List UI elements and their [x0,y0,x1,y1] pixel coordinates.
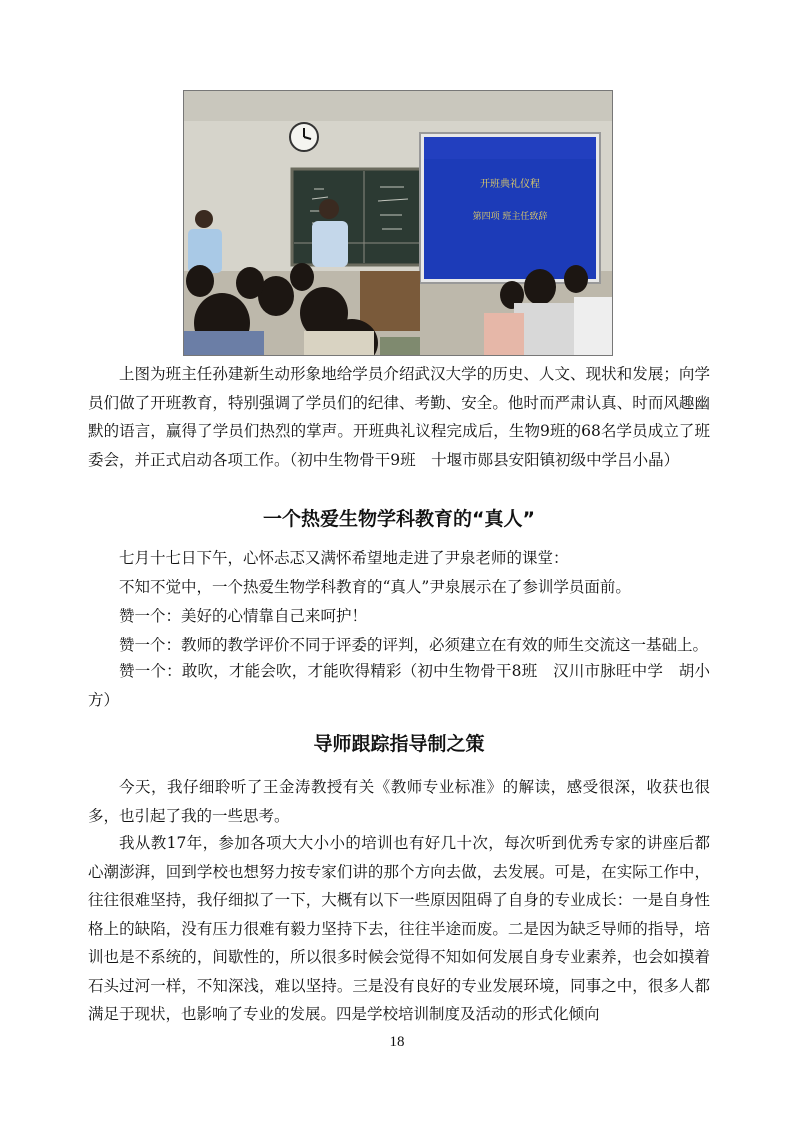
section-title-real-person: 一个热爱生物学科教育的“真人” [263,508,535,530]
classroom-photo-illustration [184,91,612,355]
photo-caption: 上图为班主任孙建新生动形象地给学员介绍武汉大学的历史、人文、现状和发展；向学员们做了开班教育，特别强调了学员们的纪律、考勤、安全。他时而严肃认真、时而风趣幽默的语言，赢得了学员们热烈的掌声。开班典礼议程完成后，生物9班的68名学员成立了班委会，并正式启动各项工作。（初中生物骨干9班 十堰市郧县安阳镇初级中学吕小晶） [88,365,710,469]
page-number: 18 [389,1034,405,1050]
section1-last-paragraph: 赞一个：敢吹，才能会吹，才能吹得精彩（初中生物骨干8班 汉川市脉旺中学 胡小方） [88,662,710,709]
section1-line-2: 不知不觉中，一个热爱生物学科教育的“真人”尹泉展示在了参训学员面前。 [119,578,631,596]
section2-paragraph-2: 我从教17年，参加各项大大小小的培训也有好几十次，每次听到优秀专家的讲座后都心潮澎湃，回到学校也想努力按专家们讲的那个方向去做，去发展。可是，在实际工作中，往往很难坚持，我仔细拟了一下，大概有以下一些原因阻碍了自身的专业成长：一是自身性格上的缺陷，没有压力很难有毅力坚持下去，往往半途而废。二是因为缺乏导师的指导，培训也是不系统的，间歇性的，所以很多时候会觉得不知如何发展自身专业素养，也会如摸着石头过河一样，不知深浅，难以坚持。三是没有良好的专业发展环境，同事之中，很多人都满足于现状，也影响了专业的发展。四是学校培训制度及活动的形式化倾向 [88,834,710,1023]
slide-subtitle: 第四项 班主任致辞 [472,212,548,222]
classroom-photo [183,90,613,356]
section1-line-4: 赞一个：教师的教学评价不同于评委的评判，必须建立在有效的师生交流这一基础上。 [119,636,709,654]
section-title-mentor-system: 导师跟踪指导制之策 [313,733,485,755]
section1-line-3: 赞一个：美好的心情靠自己来呵护！ [119,607,368,625]
slide-title: 开班典礼仪程 [480,179,540,190]
section1-line-1: 七月十七日下午，心怀忐忑又满怀希望地走进了尹泉老师的课堂： [119,549,569,567]
section2-paragraph-1: 今天，我仔细聆听了王金涛教授有关《教师专业标准》的解读，感受很深，收获也很多，也引起了我的一些思考。 [88,778,710,825]
